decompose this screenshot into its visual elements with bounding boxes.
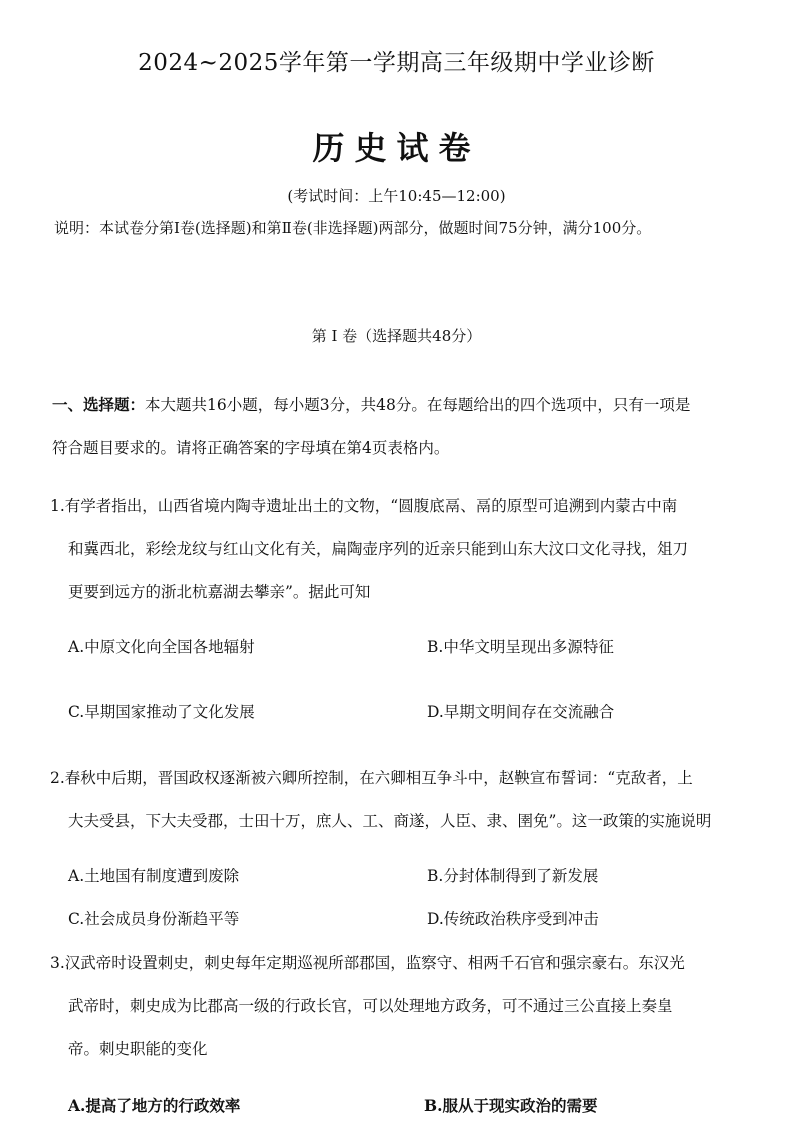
section-one-label: 一、选择题： bbox=[52, 395, 146, 414]
question-1-line-1: 1.有学者指出，山西省境内陶寺遗址出土的文物，“圆腹底鬲、鬲的原型可追溯到内蒙古中南 bbox=[50, 497, 678, 515]
question-1-option-b[interactable]: B.中华文明呈现出多源特征 bbox=[427, 638, 614, 656]
question-2-option-a[interactable]: A.土地国有制度遭到废除 bbox=[68, 867, 240, 885]
question-1-line-3: 更要到远方的浙北杭嘉湖去攀亲”。据此可知 bbox=[68, 583, 371, 601]
question-3-line-2: 武帝时，刺史成为比郡高一级的行政长官，可以处理地方政务，可不通过三公直接上奏皇 bbox=[68, 997, 673, 1015]
question-1-line-2: 和冀西北，彩绘龙纹与红山文化有关，扁陶壶序列的近亲只能到山东大汶口文化寻找，俎刀 bbox=[68, 540, 689, 558]
page-title: 历史试卷 bbox=[312, 129, 481, 167]
question-3-line-3: 帝。刺史职能的变化 bbox=[68, 1040, 208, 1058]
question-1-option-a[interactable]: A.中原文化向全国各地辐射 bbox=[68, 638, 255, 656]
section-one-text: 本大题共16小题，每小题3分，共48分。在每题给出的四个选项中，只有一项是 bbox=[145, 396, 691, 414]
question-3-line-1: 3.汉武帝时设置刺史，刺史每年定期巡视所部郡国，监察守、相两千石官和强宗豪右。东汉光 bbox=[50, 954, 685, 972]
part-one-title: 第 Ⅰ 卷（选择题共48分） bbox=[311, 327, 482, 345]
exam-header: 2024~2025学年第一学期高三年级期中学业诊断 bbox=[138, 50, 655, 76]
section-one-text-cont: 符合题目要求的。请将正确答案的字母填在第4页表格内。 bbox=[52, 439, 450, 457]
exam-time: (考试时间：上午10:45—12:00) bbox=[287, 187, 506, 205]
section-one-heading bbox=[52, 393, 690, 415]
question-2-option-b[interactable]: B.分封体制得到了新发展 bbox=[427, 867, 599, 885]
question-2-line-2: 大夫受县，下大夫受郡，士田十万，庶人、工、商遂，人臣、隶、圉免”。这一政策的实施说明 bbox=[68, 812, 712, 830]
question-2-line-1: 2.春秋中后期，晋国政权逐渐被六卿所控制，在六卿相互争斗中，赵鞅宣布誓词：“克敌者，上 bbox=[50, 769, 693, 787]
question-3-option-b[interactable]: B.服从于现实政治的需要 bbox=[424, 1096, 598, 1115]
question-2-option-d[interactable]: D.传统政治秩序受到冲击 bbox=[427, 910, 599, 928]
question-1-option-c[interactable]: C.早期国家推动了文化发展 bbox=[68, 703, 255, 721]
question-3-option-a[interactable]: A.提高了地方的行政效率 bbox=[68, 1096, 241, 1115]
question-2-option-c[interactable]: C.社会成员身份渐趋平等 bbox=[68, 910, 240, 928]
question-1-option-d[interactable]: D.早期文明间存在交流融合 bbox=[427, 703, 615, 721]
instructions: 说明：本试卷分第Ⅰ卷(选择题)和第Ⅱ卷(非选择题)两部分，做题时间75分钟，满分100分。 bbox=[54, 219, 652, 237]
